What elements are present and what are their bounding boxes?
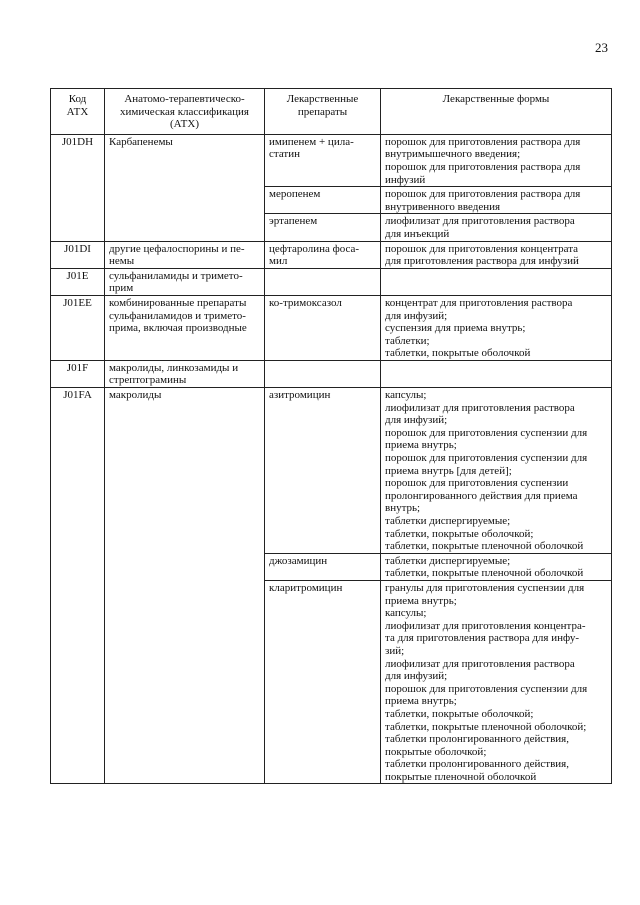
dosage-forms-line: таблетки; [385, 334, 430, 347]
atx-code: J01DI [51, 241, 105, 268]
header-code [51, 89, 105, 135]
dosage-forms-line: лиофилизат для приготовления раствора [385, 215, 575, 228]
dosage-forms-line: для инфузий; [385, 414, 448, 427]
dosage-forms-line: таблетки, покрытые пленочной оболочкой [385, 540, 584, 553]
dosage-forms-line: капсулы; [385, 389, 427, 402]
header-classification-line: химическая классификация [120, 105, 249, 118]
dosage-forms [381, 134, 612, 186]
dosage-forms-line: инфузий [385, 173, 426, 186]
atx-classification [105, 241, 265, 268]
dosage-forms-line: лиофилизат для приготовления раствора [385, 401, 575, 414]
atx-classification [105, 134, 265, 241]
atx-classification-line: макролиды [109, 389, 162, 402]
dosage-forms-line: таблетки диспергируемые; [385, 554, 511, 567]
table-row [51, 268, 612, 295]
atx-code: J01FA [51, 388, 105, 784]
header-forms-line: Лекарственные формы [442, 93, 550, 105]
dosage-forms-line: та для приготовления раствора для инфу- [385, 632, 580, 645]
dosage-forms-line: для инъекций [385, 227, 450, 240]
dosage-forms-line: приема внутрь [для детей]; [385, 464, 512, 477]
drug-name-line: статин [269, 148, 301, 161]
drug-name-line: цефтаролина фоса- [269, 242, 360, 255]
dosage-forms-line: пролонгированного действия для приема [385, 489, 578, 502]
atx-classification-line: сульфаниламидов и тримето- [109, 309, 246, 322]
drug-name [265, 388, 381, 554]
dosage-forms [381, 580, 612, 784]
dosage-forms-line: концентрат для приготовления раствора [385, 296, 573, 309]
dosage-forms [381, 553, 612, 580]
dosage-forms-line: внутрь; [385, 502, 421, 515]
drug-name [265, 214, 381, 241]
dosage-forms-line: порошок для приготовления концентрата [385, 242, 579, 255]
atx-classification-line: прим [109, 282, 134, 295]
drug-name-line: джозамицин [269, 554, 328, 567]
dosage-forms-line: покрытые оболочкой; [385, 745, 487, 758]
drug-name [265, 134, 381, 186]
header-drugs-line: Лекарственные [286, 93, 359, 105]
dosage-forms-line: гранулы для приготовления суспензии для [385, 581, 585, 594]
table-row [51, 388, 612, 554]
atx-classification [105, 360, 265, 387]
dosage-forms-line: приема внутрь; [385, 594, 457, 607]
dosage-forms-line: порошок для приготовления суспензии для [385, 452, 588, 465]
atx-classification-line: Карбапенемы [109, 135, 173, 148]
dosage-forms-line: таблетки, покрытые оболочкой; [385, 527, 534, 540]
dosage-forms-line: таблетки, покрытые оболочкой [385, 347, 531, 360]
table-row [51, 134, 612, 186]
page-number: 23 [595, 40, 608, 55]
dosage-forms-line: таблетки, покрытые пленочной оболочкой; [385, 720, 587, 733]
dosage-forms [381, 241, 612, 268]
dosage-forms-line: порошок для приготовления суспензии для [385, 426, 588, 439]
header-code-line: Код [68, 93, 87, 105]
header-row [51, 89, 612, 135]
drug-name [265, 553, 381, 580]
atx-classification-line: макролиды, линкозамиды и [109, 361, 239, 374]
header-drugs-line: препараты [297, 105, 348, 118]
atx-classification [105, 295, 265, 360]
drug-name-line: имипенем + цила- [269, 135, 354, 148]
dosage-forms-line: внутривенного введения [385, 200, 501, 213]
atx-drug-table [50, 88, 612, 784]
dosage-forms [381, 388, 612, 554]
atx-classification-line: другие цефалоспорины и пе- [109, 242, 245, 255]
dosage-forms-line: лиофилизат для приготовления раствора [385, 657, 575, 670]
dosage-forms-line: покрытые пленочной оболочкой [385, 770, 537, 783]
drug-name [265, 295, 381, 360]
dosage-forms-line: таблетки пролонгированного действия, [385, 758, 569, 771]
atx-classification-line: комбинированные препараты [109, 296, 247, 309]
atx-code: J01E [51, 268, 105, 295]
drug-name-line: меропенем [269, 188, 321, 201]
dosage-forms-line: для приготовления раствора для инфузий [385, 255, 579, 268]
dosage-forms-line: порошок для приготовления раствора для [385, 135, 581, 148]
dosage-forms [381, 295, 612, 360]
dosage-forms-line: порошок для приготовления раствора для [385, 160, 581, 173]
drug-name-line: азитромицин [269, 389, 331, 402]
atx-code: J01DH [51, 134, 105, 241]
dosage-forms-line: суспензия для приема внутрь; [385, 322, 526, 335]
drug-name [265, 241, 381, 268]
drug-name [265, 580, 381, 784]
dosage-forms-line: таблетки пролонгированного действия, [385, 733, 569, 746]
dosage-forms-line: таблетки, покрытые пленочной оболочкой [385, 567, 584, 580]
header-drugs [265, 89, 381, 135]
atx-code: J01F [51, 360, 105, 387]
table-row [51, 241, 612, 268]
dosage-forms-line: внутримышечного введения; [385, 148, 521, 161]
dosage-forms-line: порошок для приготовления раствора для [385, 188, 581, 201]
drug-name-line: мил [269, 255, 288, 268]
drug-name-line: ко-тримоксазол [269, 296, 342, 309]
table-row [51, 295, 612, 360]
dosage-forms-line: порошок для приготовления суспензии [385, 477, 569, 490]
dosage-forms [381, 268, 612, 295]
table-header [51, 89, 612, 135]
atx-classification [105, 388, 265, 784]
dosage-forms-line: зий; [385, 644, 405, 657]
dosage-forms [381, 214, 612, 241]
drug-name [265, 360, 381, 387]
header-forms [381, 89, 612, 135]
header-classification-line: (АТХ) [170, 118, 199, 131]
header-code-line: АТХ [66, 105, 89, 118]
atx-classification-line: сульфаниламиды и тримето- [109, 269, 243, 282]
header-classification [105, 89, 265, 135]
dosage-forms-line: таблетки диспергируемые; [385, 515, 511, 527]
atx-classification-line: прима, включая производные [109, 322, 247, 335]
atx-code: J01EE [51, 295, 105, 360]
dosage-forms-line: приема внутрь; [385, 695, 457, 708]
atx-classification-line: стрептограмины [109, 374, 187, 387]
dosage-forms [381, 187, 612, 214]
dosage-forms-line: лиофилизат для приготовления концентра- [385, 619, 586, 632]
table-body [51, 134, 612, 784]
dosage-forms-line: порошок для приготовления суспензии для [385, 682, 588, 695]
drug-name-line: кларитромицин [269, 581, 343, 594]
drug-name-line: эртапенем [269, 215, 318, 228]
atx-classification [105, 268, 265, 295]
dosage-forms-line: для инфузий; [385, 670, 448, 683]
drug-name [265, 268, 381, 295]
header-classification-line: Анатомо-терапевтическо- [124, 93, 245, 105]
dosage-forms-line: капсулы; [385, 607, 427, 620]
dosage-forms-line: таблетки, покрытые оболочкой; [385, 707, 534, 720]
dosage-forms [381, 360, 612, 387]
dosage-forms-line: приема внутрь; [385, 439, 457, 452]
atx-classification-line: немы [109, 255, 135, 268]
drug-name [265, 187, 381, 214]
dosage-forms-line: для инфузий; [385, 309, 448, 322]
table-row [51, 360, 612, 387]
